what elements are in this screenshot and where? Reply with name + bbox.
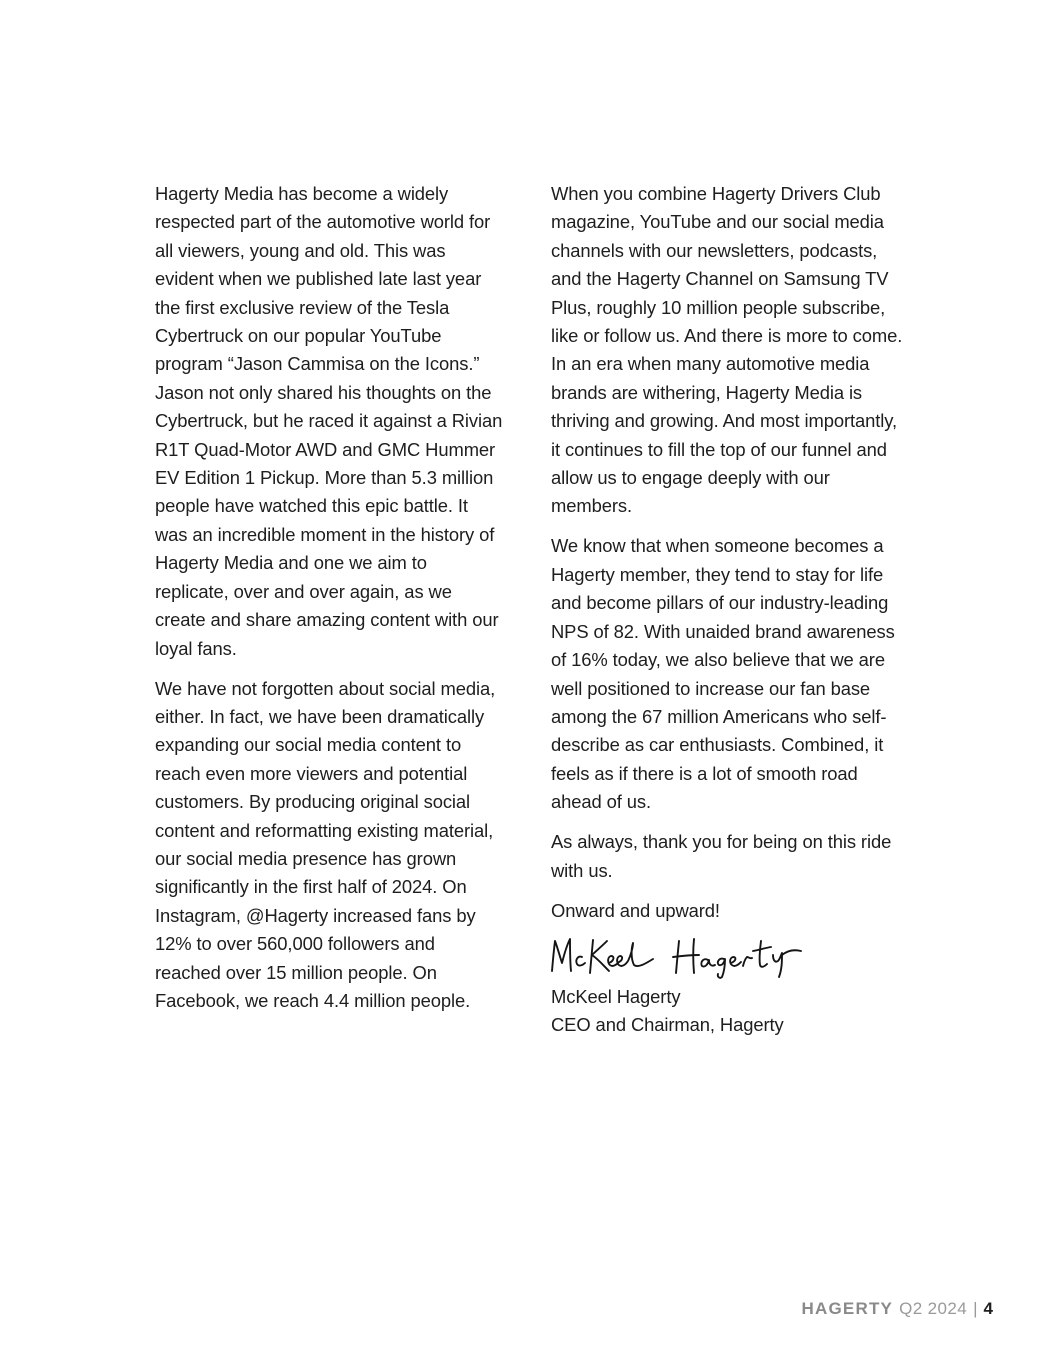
signer-title: CEO and Chairman, Hagerty	[551, 1013, 784, 1035]
footer-separator: |	[973, 1299, 978, 1318]
footer-period: Q2 2024	[899, 1299, 968, 1318]
paragraph-audience-reach: When you combine Hagerty Drivers Club magazine, YouTube and our social media channels with our newsletters, podcasts, and the Hagerty Channel on Samsung TV Plus, roughly 10 million people subscribe, like or follow us. And there is more to come. In an era when many automotive media brands are withering, Hagerty Media is thriving and growing. And most importantly, it continues to fill the top of our funnel and allow us to engage deeply with our members.	[551, 183, 903, 517]
page-number: 4	[983, 1299, 993, 1318]
paragraph-social-media: We have not forgotten about social media, either. In fact, we have been dramatically expanding our social media content to reach even more viewers and potential customers. By producing original social content and reformatting existing material, our social media presence has grown significantly in the first half of 2024. On Instagram, @Hagerty increased fans by 12% to over 560,000 followers and reached over 15 million people. On Facebook, we reach 4.4 million people.	[155, 677, 496, 1011]
paragraph-thank-you: As always, thank you for being on this ride with us.	[551, 831, 892, 881]
signature-block	[551, 983, 903, 1040]
paragraph-membership: We know that when someone becomes a Hagerty member, they tend to stay for life and become pillars of our industry-leading NPS of 82. With unaided brand awareness of 16% today, we also believe that we are well positioned to increase our fan base among the 67 million Americans who self-describe as car enthusiasts. Combined, it feels as if there is a lot of smooth road ahead of us.	[551, 535, 895, 813]
page-footer	[802, 1298, 993, 1320]
footer-brand: HAGERTY	[801, 1299, 894, 1318]
paragraph-hagerty-media: Hagerty Media has become a widely respected part of the automotive world for all viewers, young and old. This was evident when we published late last year the first exclusive review of the Tesla Cybertruck on our popular YouTube program “Jason Cammisa on the Icons.” Jason not only shared his thoughts on the Cybertruck, but he raced it against a Rivian R1T Quad-Motor AWD and GMC Hummer EV Edition 1 Pickup. More than 5.3 million people have watched this epic battle. It was an incredible moment in the history of Hagerty Media and one we aim to replicate, over and over again, as we create and share amazing content with our loyal fans.	[155, 183, 503, 659]
paragraph-sign-off: Onward and upward!	[551, 899, 720, 921]
signer-name: McKeel Hagerty	[551, 985, 681, 1007]
signature-image	[549, 933, 809, 979]
right-column	[551, 180, 903, 1039]
left-column	[155, 180, 505, 1027]
